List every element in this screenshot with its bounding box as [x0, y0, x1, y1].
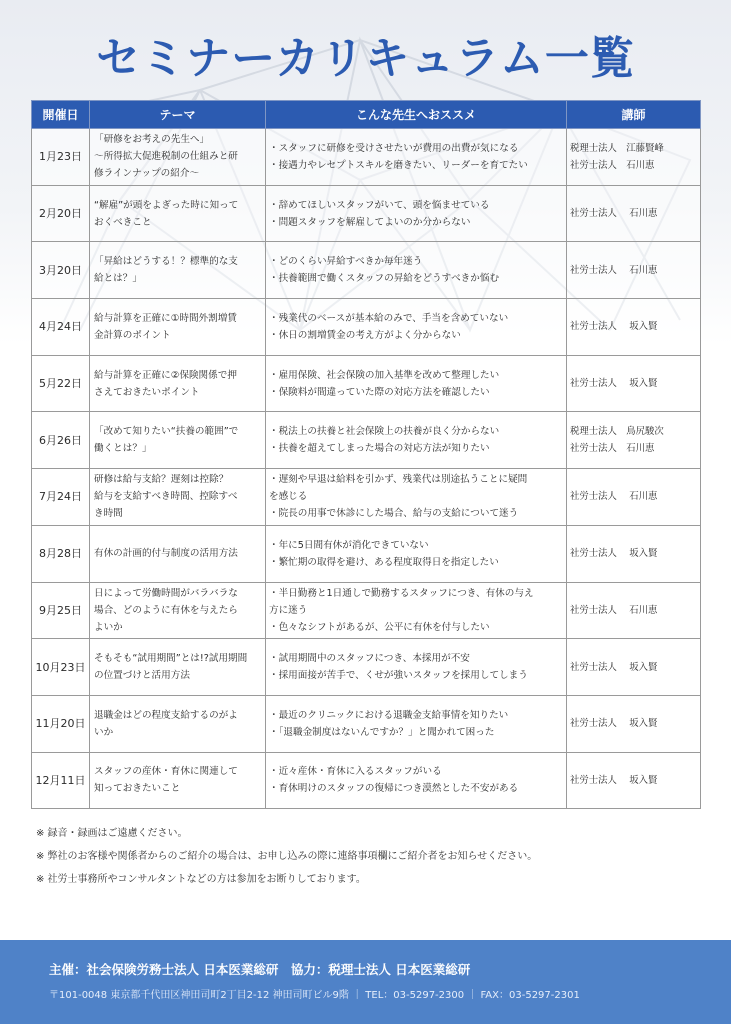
row-recommendation-line: ・年に5日間有休が消化できていない — [269, 539, 429, 551]
row-theme-line: “解雇”が頭をよぎった時に知って — [94, 199, 239, 211]
row-theme-line: 退職金はどの程度支給するのがよ — [94, 709, 238, 721]
row-recommendation-line: ・色々なシフトがあるが、公平に有休を付与したい — [269, 621, 490, 633]
row-recommendation-line: ・残業代のベースが基本給のみで、手当を含めていない — [269, 312, 509, 324]
row-theme — [90, 582, 266, 639]
row-theme — [90, 129, 266, 186]
row-lecturer — [567, 695, 701, 752]
row-recommendation — [266, 185, 567, 242]
table-row — [32, 185, 701, 242]
row-recommendation-line: ・どのくらい昇給すべきか毎年迷う — [269, 256, 423, 268]
note-item: ※ 弊社のお客様や関係者からのご紹介の場合は、お申し込みの際に連絡事項欄にご紹介者をお知らせください。 — [36, 851, 538, 862]
row-theme-line: 修ラインナップの紹介～ — [94, 168, 200, 180]
row-date: 11月20日 — [32, 695, 90, 752]
row-theme-line: よいか — [94, 621, 123, 633]
row-theme-line: 研修は給与支給？遅刻は控除？ — [94, 474, 229, 486]
row-lecturer — [567, 525, 701, 582]
note-item: ※ 社労士事務所やコンサルタントなどの方は参加をお断りしております。 — [36, 874, 366, 885]
row-lecturer-line: 社労士法人 石川恵 — [570, 208, 658, 220]
row-lecturer-line: 社労士法人 石川恵 — [570, 264, 658, 276]
row-recommendation-line: ・辞めてほしいスタッフがいて、頭を悩ませている — [269, 199, 490, 211]
row-recommendation — [266, 355, 567, 412]
row-recommendation-line: ・休日の割増賃金の考え方がよく分からない — [269, 329, 461, 341]
row-theme-line: 給与を支給すべき時間、控除すべ — [94, 491, 238, 503]
row-date: 5月22日 — [32, 355, 90, 412]
row-lecturer-line: 社労士法人 坂入賢 — [570, 548, 658, 560]
footer — [0, 940, 731, 1024]
row-theme — [90, 639, 266, 696]
row-date: 6月26日 — [32, 412, 90, 469]
table-row — [32, 469, 701, 526]
row-lecturer — [567, 412, 701, 469]
row-theme-line: 「改めて知りたい“扶養の範囲”で — [94, 426, 239, 438]
row-theme-line: 給とは？」 — [94, 273, 142, 285]
row-recommendation-line: ・「退職金制度はないんですか？」と聞かれて困った — [269, 726, 495, 738]
row-date: 10月23日 — [32, 639, 90, 696]
row-recommendation-line: ・遅刻や早退は給料を引かず、残業代は別途払うことに疑問 — [269, 474, 528, 486]
row-recommendation-line: ・半日勤務と1日通しで勤務するスタッフにつき、有休の与え — [269, 587, 534, 599]
row-recommendation-line: ・試用期間中のスタッフにつき、本採用が不安 — [269, 653, 470, 665]
row-lecturer-line: 社労士法人 石川恵 — [570, 604, 658, 616]
table-row — [32, 242, 701, 299]
row-theme-line: さえておきたいポイント — [94, 386, 200, 398]
row-theme — [90, 695, 266, 752]
row-lecturer — [567, 582, 701, 639]
row-date: 12月11日 — [32, 752, 90, 809]
notes — [36, 822, 537, 891]
row-theme — [90, 185, 266, 242]
row-recommendation-line: ・院長の用事で休診にした場合、給与の支給について迷う — [269, 508, 519, 520]
row-recommendation — [266, 242, 567, 299]
table-row — [32, 412, 701, 469]
row-recommendation — [266, 469, 567, 526]
row-theme — [90, 525, 266, 582]
row-theme-line: 給与計算を正確に②保険関係で押 — [94, 369, 237, 381]
header-recommendation: こんな先生へおススメ — [266, 101, 567, 129]
row-lecturer-line: 社労士法人 坂入賢 — [570, 718, 658, 730]
row-recommendation-line: ・スタッフに研修を受けさせたいが費用の出費が気になる — [269, 142, 519, 154]
header-date: 開催日 — [32, 101, 90, 129]
row-theme — [90, 412, 266, 469]
row-recommendation — [266, 639, 567, 696]
row-theme-line: 有休の計画的付与制度の活用方法 — [94, 548, 238, 560]
row-theme-line: の位置づけと活用方法 — [94, 670, 190, 682]
row-lecturer-line: 社労士法人 石川恵 — [570, 491, 658, 503]
row-recommendation — [266, 129, 567, 186]
row-lecturer-line: 社労士法人 坂入賢 — [570, 661, 658, 673]
row-recommendation-line: ・保険料が間違っていた際の対応方法を確認したい — [269, 386, 490, 398]
row-lecturer — [567, 355, 701, 412]
row-recommendation — [266, 582, 567, 639]
footer-organizers: 主催：社会保険労務士法人 日本医業総研 協力：税理士法人 日本医業総研 — [49, 962, 471, 977]
table-row — [32, 129, 701, 186]
row-theme-line: 場合、どのように有休を与えたら — [94, 604, 238, 616]
row-theme-line: 金計算のポイント — [94, 329, 171, 341]
row-date: 4月24日 — [32, 299, 90, 356]
row-recommendation — [266, 525, 567, 582]
row-date: 7月24日 — [32, 469, 90, 526]
row-theme-line: ～所得拡大促進税制の仕組みと研 — [94, 151, 238, 163]
header-theme: テーマ — [90, 101, 266, 129]
table-row — [32, 752, 701, 809]
row-date: 9月25日 — [32, 582, 90, 639]
curriculum-table — [31, 100, 701, 809]
curriculum-table-container — [31, 100, 700, 809]
row-recommendation — [266, 299, 567, 356]
row-lecturer — [567, 752, 701, 809]
row-lecturer-line: 社労士法人 坂入賢 — [570, 321, 658, 333]
note-item: ※ 録音・録画はご遠慮ください。 — [36, 828, 188, 839]
row-date: 8月28日 — [32, 525, 90, 582]
row-recommendation-line: を感じる — [269, 491, 308, 503]
row-theme — [90, 242, 266, 299]
row-theme-line: 知っておきたいこと — [94, 783, 181, 795]
row-theme-line: スタッフの産休・育休に関連して — [94, 766, 238, 778]
row-lecturer — [567, 129, 701, 186]
row-recommendation-line: ・育休明けのスタッフの復帰につき漠然とした不安がある — [269, 783, 519, 795]
row-theme — [90, 355, 266, 412]
page-title: セミナーカリキュラム一覧 — [96, 33, 635, 84]
table-row — [32, 582, 701, 639]
row-lecturer — [567, 299, 701, 356]
row-lecturer — [567, 639, 701, 696]
row-lecturer-line: 社労士法人 坂入賢 — [570, 378, 658, 390]
row-recommendation-line: ・雇用保険、社会保険の加入基準を改めて整理したい — [269, 369, 500, 381]
row-recommendation — [266, 752, 567, 809]
row-lecturer — [567, 469, 701, 526]
table-body — [32, 129, 701, 809]
row-lecturer — [567, 185, 701, 242]
row-recommendation-line: ・近々産休・育休に入るスタッフがいる — [269, 766, 442, 778]
row-theme-line: そもそも“試用期間”とは!?試用期間 — [94, 653, 248, 665]
table-row — [32, 525, 701, 582]
table-row — [32, 695, 701, 752]
row-theme — [90, 469, 266, 526]
row-lecturer-line: 税理士法人 江藤賢峰 — [570, 142, 664, 154]
row-recommendation-line: ・繁忙期の取得を避け、ある程度取得日を指定したい — [269, 556, 499, 568]
row-lecturer-line: 社労士法人 坂入賢 — [570, 774, 658, 786]
row-lecturer-line: 社労士法人 石川恵 — [570, 159, 655, 171]
row-theme — [90, 752, 266, 809]
row-date: 2月20日 — [32, 185, 90, 242]
footer-address: 〒101-0048 東京都千代田区神田司町2丁目2-12 神田司町ビル9階 ｜ TEL：03-5297-2300 ｜ FAX：03-5297-2301 — [49, 990, 580, 1001]
row-recommendation-line: ・税法上の扶養と社会保険上の扶養が良く分からない — [269, 426, 500, 438]
row-lecturer — [567, 242, 701, 299]
table-row — [32, 355, 701, 412]
row-recommendation-line: ・採用面接が苦手で、くせが強いスタッフを採用してしまう — [269, 670, 528, 682]
table-row — [32, 639, 701, 696]
row-theme-line: 働くとは？」 — [94, 443, 152, 455]
table-row — [32, 299, 701, 356]
row-lecturer-line: 税理士法人 鳥尻駿次 — [570, 426, 664, 438]
header-lecturer: 講師 — [567, 101, 701, 129]
row-date: 1月23日 — [32, 129, 90, 186]
row-recommendation-line: ・問題スタッフを解雇してよいのか分からない — [269, 216, 471, 228]
row-theme-line: おくべきこと — [94, 216, 152, 228]
row-theme-line: いか — [94, 726, 114, 738]
row-recommendation-line: ・接遇力やレセプトスキルを磨きたい、リーダーを育てたい — [269, 159, 528, 171]
row-recommendation-line: ・扶養範囲で働くスタッフの昇給をどうすべきか悩む — [269, 273, 500, 285]
row-recommendation — [266, 412, 567, 469]
row-theme-line: 日によって労働時間がバラバラな — [94, 587, 238, 599]
row-recommendation — [266, 695, 567, 752]
row-theme-line: 「研修をお考えの先生へ」 — [94, 134, 210, 146]
row-theme-line: き時間 — [94, 508, 123, 520]
table-header-row — [32, 101, 701, 129]
row-theme-line: 「昇給はどうする！？標準的な支 — [94, 256, 238, 268]
row-recommendation-line: 方に迷う — [269, 604, 308, 616]
row-theme — [90, 299, 266, 356]
row-recommendation-line: ・最近のクリニックにおける退職金支給事情を知りたい — [269, 709, 509, 721]
row-recommendation-line: ・扶養を超えてしまった場合の対応方法が知りたい — [269, 443, 490, 455]
row-date: 3月20日 — [32, 242, 90, 299]
row-theme-line: 給与計算を正確に①時間外割増賃 — [94, 312, 237, 324]
row-lecturer-line: 社労士法人 石川恵 — [570, 443, 655, 455]
